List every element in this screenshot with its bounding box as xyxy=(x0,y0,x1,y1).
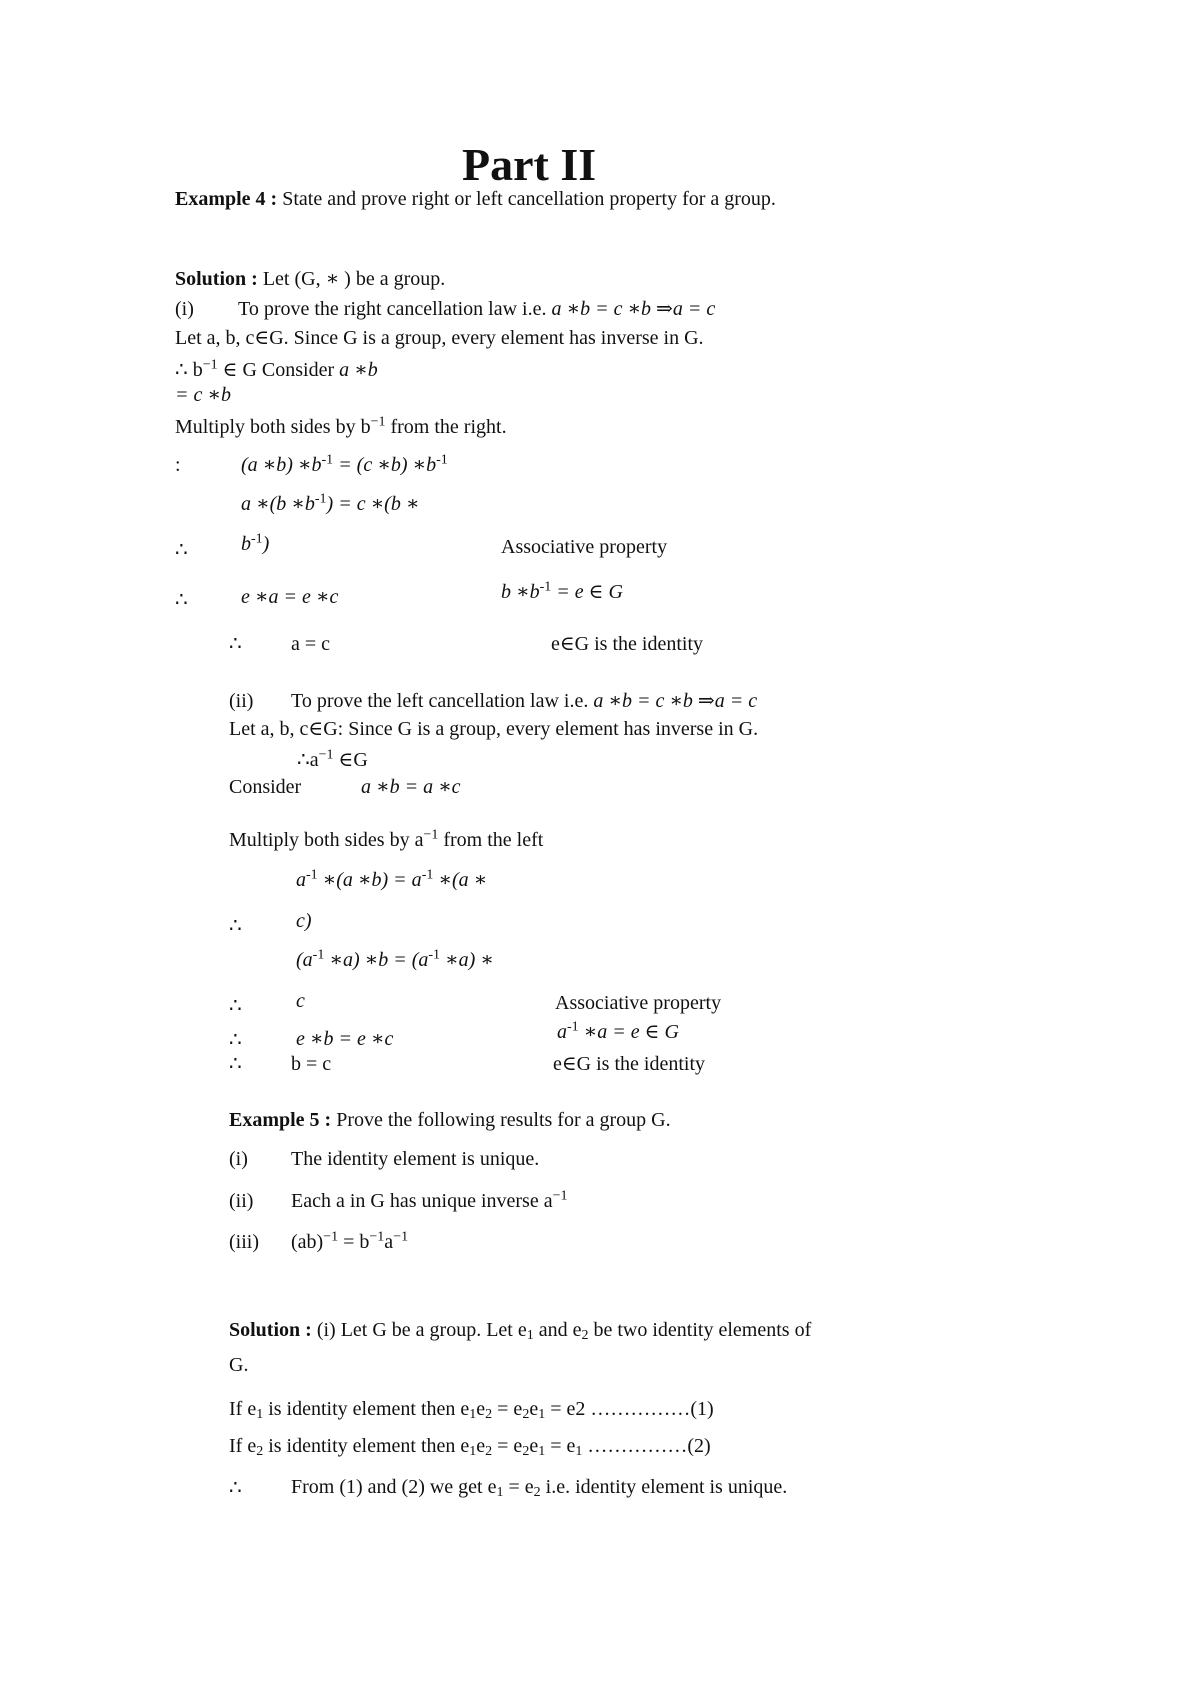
superscript: −1 xyxy=(202,357,218,373)
math-expression: a ∗b = a ∗c xyxy=(361,776,461,798)
superscript: -1 xyxy=(539,579,552,595)
superscript: -1 xyxy=(321,452,334,468)
subscript: 2 xyxy=(485,1406,493,1422)
text: = e xyxy=(492,1398,523,1420)
therefore-mark: ∴ xyxy=(229,1029,242,1051)
subscript: 2 xyxy=(485,1443,493,1459)
example-text: State and prove right or left cancellation property for a group. xyxy=(282,188,776,210)
text: (a ∗b) ∗b xyxy=(241,454,322,476)
text: If e xyxy=(229,1398,257,1420)
math-expression: a ∗b = c ∗b ⇒a = c xyxy=(593,690,758,712)
text: and e xyxy=(533,1319,582,1341)
consider-label: Consider xyxy=(229,776,302,798)
text: ) xyxy=(262,533,270,555)
therefore-mark: ∴ xyxy=(175,539,188,561)
statement-text: To prove the left cancellation law i.e. xyxy=(291,690,589,712)
text: If e xyxy=(229,1435,257,1457)
solution-line xyxy=(229,1319,812,1343)
text: i.e. identity element is unique. xyxy=(540,1476,788,1498)
text: = e2 ……………(1) xyxy=(545,1398,714,1420)
text: ∗(a ∗ xyxy=(433,869,488,891)
text: = e xyxy=(545,1435,576,1457)
superscript: -1 xyxy=(314,491,327,507)
superscript: -1 xyxy=(567,1019,579,1035)
conclusion: b = c xyxy=(291,1053,332,1075)
text: a xyxy=(557,1021,567,1043)
item-number: (ii) xyxy=(229,1190,254,1212)
superscript: −1 xyxy=(370,414,386,430)
final-conclusion xyxy=(291,1476,788,1500)
superscript: −1 xyxy=(318,747,334,763)
step-1 xyxy=(241,452,448,476)
superscript: −1 xyxy=(323,1229,339,1245)
a-inverse-line xyxy=(297,747,368,771)
solution-text: Let (G, ∗ ) be a group. xyxy=(262,268,446,290)
right-cancellation-statement xyxy=(238,299,715,319)
text: e xyxy=(476,1398,486,1420)
item-text: The identity element is unique. xyxy=(291,1148,540,1170)
subscript: 2 xyxy=(581,1327,589,1343)
text: Multiply both sides by a xyxy=(229,829,424,851)
step-5-cont: c xyxy=(296,990,305,1012)
subscript: 2 xyxy=(256,1443,264,1459)
subscript: 1 xyxy=(469,1443,477,1459)
superscript: -1 xyxy=(251,531,263,547)
text: ∴ b xyxy=(175,359,203,381)
subscript: 1 xyxy=(496,1484,504,1500)
text: (i) Let G be a group. Let e xyxy=(316,1319,527,1341)
b-inverse-line xyxy=(175,357,378,381)
math-expression: = c ∗b xyxy=(175,384,231,406)
text: (ab) xyxy=(291,1231,324,1253)
item-text xyxy=(291,1229,409,1253)
item-number: (i) xyxy=(229,1148,248,1170)
subscript: 2 xyxy=(522,1443,530,1459)
item-number: (iii) xyxy=(229,1231,259,1253)
step-4-cont: c) xyxy=(296,910,312,932)
multiply-right-line xyxy=(175,414,507,438)
superscript: -1 xyxy=(428,947,441,963)
item-number: (ii) xyxy=(229,690,254,712)
superscript: -1 xyxy=(306,867,318,883)
reason: e∈G is the identity xyxy=(551,633,704,655)
let-line: Let a, b, c∈G. Since G is a group, every element has inverse in G. xyxy=(175,327,704,349)
subscript: 1 xyxy=(526,1327,534,1343)
step-3: e ∗a = e ∗c xyxy=(241,586,339,608)
text: = e xyxy=(503,1476,534,1498)
reason xyxy=(557,1019,679,1043)
text: is identity element then e xyxy=(263,1435,470,1457)
colon-mark: : xyxy=(175,454,181,476)
multiply-left-line xyxy=(229,827,544,851)
math-expression: a ∗b xyxy=(339,359,378,381)
reason: Associative property xyxy=(555,992,722,1014)
text: ∗a = e ∈ G xyxy=(578,1021,679,1043)
therefore-mark: ∴ xyxy=(229,1053,242,1075)
text: from the right. xyxy=(390,416,507,438)
subscript: 2 xyxy=(522,1406,530,1422)
text: ∗(a ∗b) = a xyxy=(317,869,422,891)
therefore-mark: ∴ xyxy=(229,1477,242,1499)
superscript: −1 xyxy=(393,1229,409,1245)
text: e xyxy=(529,1398,539,1420)
step-5 xyxy=(296,947,494,971)
text: ∴a xyxy=(297,749,319,771)
superscript: -1 xyxy=(421,867,434,883)
text: (a xyxy=(296,949,313,971)
text: Multiply both sides by b xyxy=(175,416,371,438)
therefore-mark: ∴ xyxy=(229,995,242,1017)
superscript: −1 xyxy=(423,827,439,843)
superscript: −1 xyxy=(552,1188,568,1204)
step-2 xyxy=(241,491,420,515)
superscript: -1 xyxy=(312,947,325,963)
reason xyxy=(501,579,623,603)
conclusion: a = c xyxy=(291,633,331,655)
text: a ∗(b ∗b xyxy=(241,493,315,515)
text: ∈ G Consider xyxy=(222,359,335,381)
text: b xyxy=(241,533,251,555)
text: a xyxy=(384,1231,394,1253)
text: ∗a) ∗b = (a xyxy=(324,949,429,971)
text: = (c ∗b) ∗b xyxy=(333,454,437,476)
text: From (1) and (2) we get e xyxy=(291,1476,497,1498)
text: from the left xyxy=(443,829,544,851)
step-6: e ∗b = e ∗c xyxy=(296,1028,394,1050)
subscript: 1 xyxy=(538,1406,546,1422)
example-label: Example 5 : xyxy=(229,1109,332,1131)
text: e xyxy=(529,1435,539,1457)
page-title: Part II xyxy=(462,139,597,190)
text: = b xyxy=(338,1231,370,1253)
text: be two identity elements of xyxy=(588,1319,812,1341)
reason: Associative property xyxy=(501,536,668,558)
text: = e ∈ G xyxy=(551,581,623,603)
text: ∈G xyxy=(338,749,368,771)
superscript: −1 xyxy=(369,1229,385,1245)
let-line: Let a, b, c∈G: Since G is a group, every element has inverse in G. xyxy=(229,718,759,740)
example-label: Example 4 : xyxy=(175,188,278,210)
therefore-mark: ∴ xyxy=(229,633,242,655)
subscript: 1 xyxy=(256,1406,264,1422)
text: Each a in G has unique inverse a xyxy=(291,1190,553,1212)
text: is identity element then e xyxy=(263,1398,470,1420)
solution-line-cont: G. xyxy=(229,1354,249,1376)
solution-label: Solution : xyxy=(229,1319,312,1341)
subscript: 1 xyxy=(538,1443,546,1459)
subscript: 1 xyxy=(575,1443,583,1459)
text: ∗a) ∗ xyxy=(440,949,494,971)
text: ) = c ∗(b ∗ xyxy=(326,493,420,515)
therefore-mark: ∴ xyxy=(175,589,188,611)
subscript: 1 xyxy=(469,1406,477,1422)
reason: e∈G is the identity xyxy=(553,1053,706,1075)
text: = e xyxy=(492,1435,523,1457)
statement-text: To prove the right cancellation law i.e. xyxy=(238,298,547,320)
item-text xyxy=(291,1188,568,1212)
step-4 xyxy=(296,867,488,891)
step-2-cont xyxy=(241,531,270,555)
example-5-heading xyxy=(229,1110,671,1130)
if-line-1 xyxy=(229,1398,714,1422)
text: a xyxy=(296,869,306,891)
math-expression: a ∗b = c ∗b ⇒a = c xyxy=(551,298,716,320)
superscript: -1 xyxy=(436,452,448,468)
solution-label: Solution : xyxy=(175,268,258,290)
item-number: (i) xyxy=(175,298,194,320)
text: b ∗b xyxy=(501,581,540,603)
text: e xyxy=(476,1435,486,1457)
if-line-2 xyxy=(229,1435,711,1459)
example-text: Prove the following results for a group G. xyxy=(336,1109,671,1131)
solution-line xyxy=(175,269,445,289)
text: ……………(2) xyxy=(582,1435,711,1457)
example-4-heading xyxy=(175,189,776,209)
left-cancellation-statement xyxy=(291,691,757,711)
subscript: 2 xyxy=(533,1484,541,1500)
therefore-mark: ∴ xyxy=(229,915,242,937)
